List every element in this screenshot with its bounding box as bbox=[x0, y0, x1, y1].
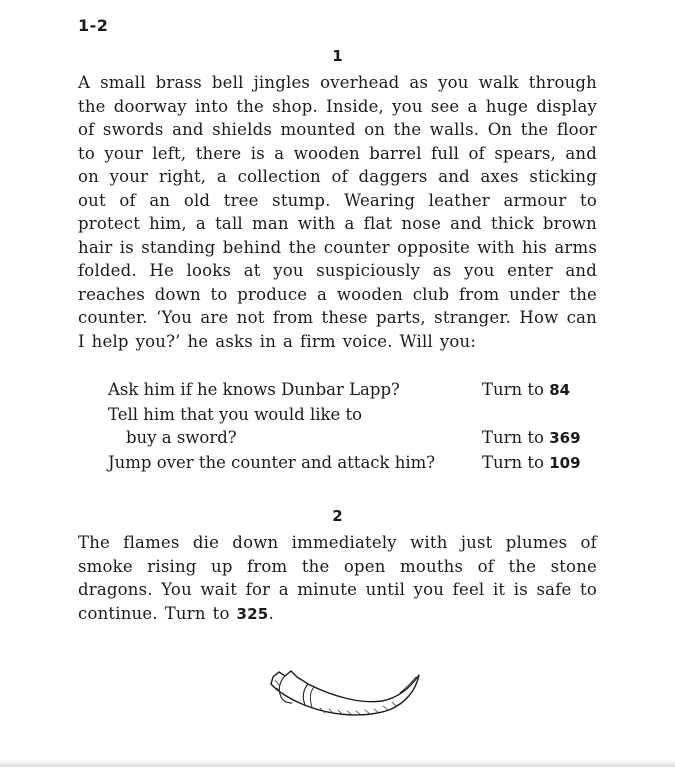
choice-row-2-line-2 bbox=[108, 426, 597, 451]
choice-2-text-line-1: Tell him that you would like to bbox=[108, 404, 363, 424]
choice-1-turn bbox=[482, 378, 597, 403]
page-bottom-edge bbox=[0, 760, 675, 767]
choice-1-turn-number: 84 bbox=[549, 381, 571, 399]
choice-2-turn-number: 369 bbox=[549, 429, 581, 447]
choice-3-text: Jump over the counter and attack him? bbox=[108, 452, 436, 472]
drinking-horn-icon bbox=[248, 668, 428, 726]
section-1 bbox=[78, 47, 597, 353]
choice-3-turn-label: Turn to bbox=[482, 452, 550, 472]
section-2 bbox=[78, 507, 597, 626]
choice-row-3 bbox=[108, 451, 597, 476]
section-2-turn-number: 325 bbox=[236, 604, 269, 623]
horn-illustration bbox=[78, 668, 597, 730]
choice-row-2-line-1 bbox=[108, 403, 597, 427]
section-2-text bbox=[78, 531, 597, 626]
section-1-text: A small brass bell jingles overhead as you walk through the doorway into the shop. Inside, you see a huge display of swords and shields mounted on the walls. On the floor to your left, there is a wooden barrel full of spears, and on your right, a collection of daggers and axes sticking out of an old tree stump. Wearing leather armour to protect him, a tall man with a flat nose and thick brown hair is standing behind the counter opposite with his arms folded. He looks at you suspiciously as you enter and reaches down to produce a wooden club from under the counter. ‘You are not from these parts, stranger. How can I help you?’ he asks in a firm voice. Will you: bbox=[78, 73, 597, 351]
choices-list bbox=[108, 378, 597, 475]
section-2-body: The flames die down immediately with just plumes of smoke rising up from the open mouths of the stone dragons. You wait for a minute until you feel it is safe to continue. Turn to bbox=[78, 533, 597, 623]
page-number-range: 1-2 bbox=[78, 16, 109, 35]
choice-2-turn-label: Turn to bbox=[482, 428, 550, 447]
choice-1-text: Ask him if he knows Dunbar Lapp? bbox=[108, 380, 400, 399]
section-2-number: 2 bbox=[332, 507, 343, 525]
choice-1-turn-label: Turn to bbox=[482, 380, 550, 399]
choice-3-turn bbox=[482, 451, 597, 476]
choice-row-1 bbox=[108, 378, 597, 403]
choice-3-turn-number: 109 bbox=[549, 453, 581, 472]
section-1-number: 1 bbox=[332, 47, 343, 65]
choice-2-turn bbox=[482, 426, 597, 451]
section-2-suffix: . bbox=[268, 603, 274, 623]
choice-2-text-line-2: buy a sword? bbox=[126, 428, 237, 447]
